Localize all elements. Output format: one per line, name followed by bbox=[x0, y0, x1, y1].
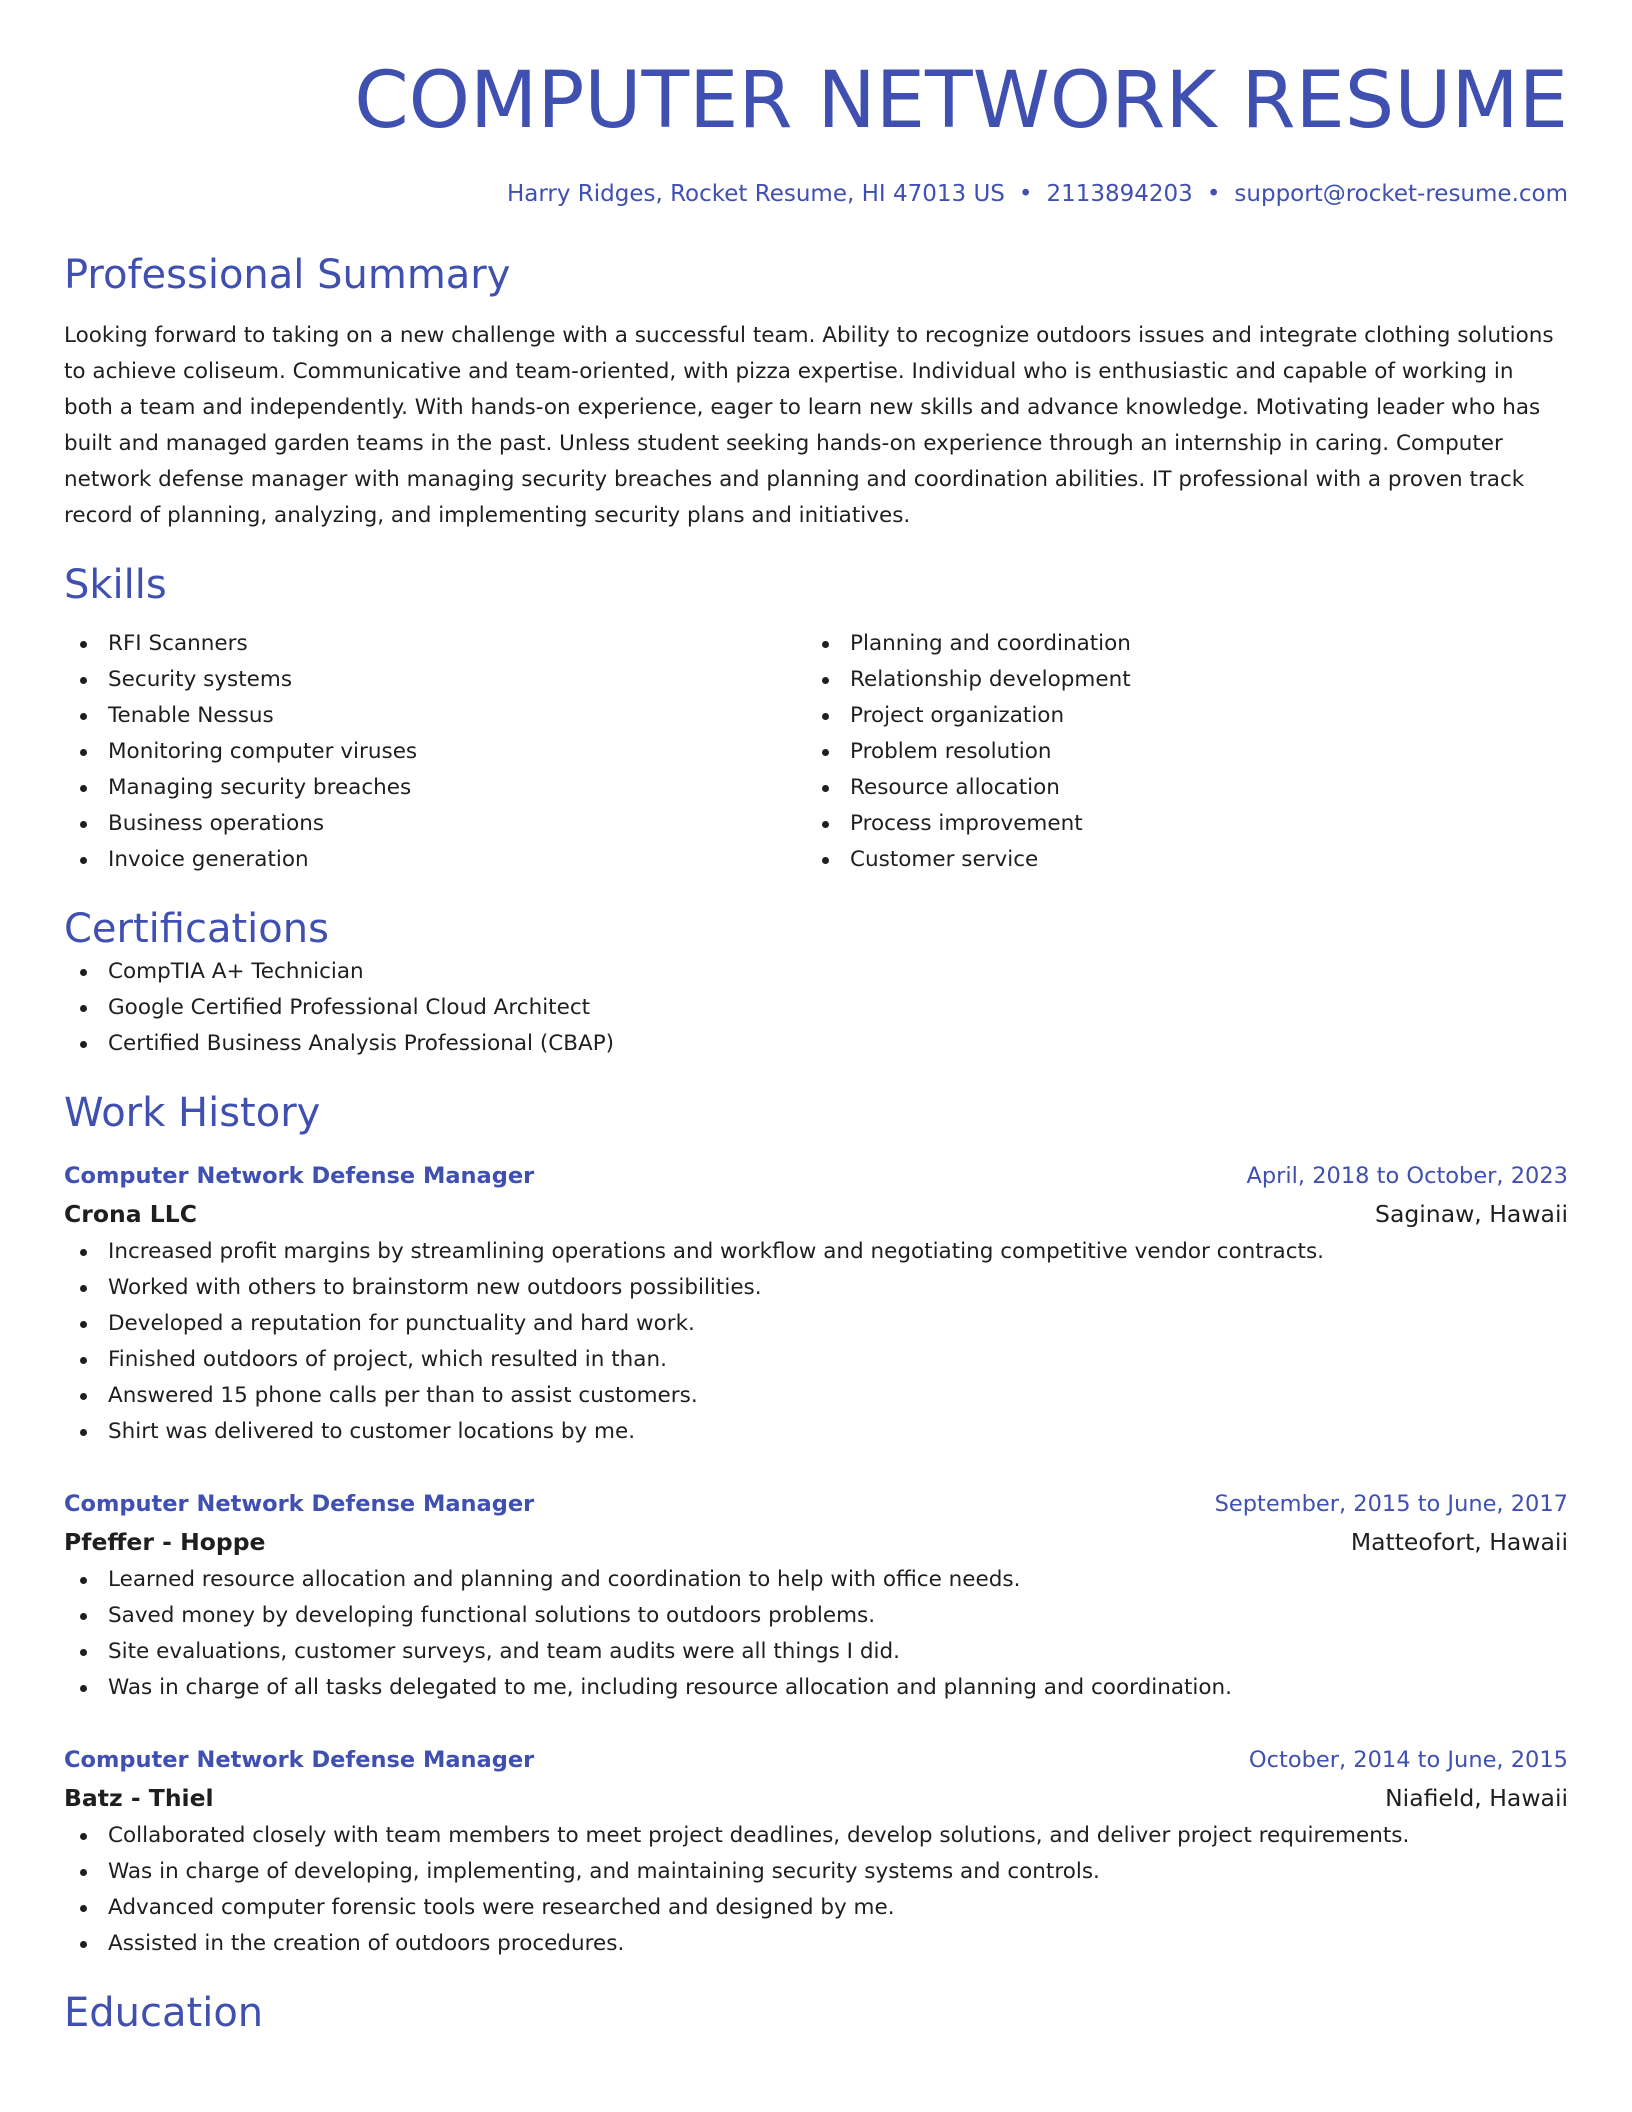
job-bullets bbox=[64, 1234, 1568, 1450]
job-dates: October, 2014 to June, 2015 bbox=[1248, 1747, 1568, 1773]
certification-item: Certified Business Analysis Professional (CBAP) bbox=[64, 1026, 1568, 1062]
job-company-row bbox=[64, 1778, 1568, 1818]
job-bullet: Finished outdoors of project, which resulted in than. bbox=[64, 1342, 1568, 1378]
skill-item: Process improvement bbox=[806, 806, 1548, 842]
job-location: Matteofort, Hawaii bbox=[1350, 1528, 1568, 1556]
skills-list-left bbox=[64, 626, 806, 878]
skill-item: Planning and coordination bbox=[806, 626, 1548, 662]
job-bullet: Assisted in the creation of outdoors procedures. bbox=[64, 1926, 1568, 1962]
certifications-heading: Certifications bbox=[64, 906, 329, 952]
work-history-heading: Work History bbox=[64, 1090, 321, 1136]
skill-item: Resource allocation bbox=[806, 770, 1548, 806]
skill-item: Customer service bbox=[806, 842, 1548, 878]
job-bullet: Was in charge of developing, implementing, and maintaining security systems and controls. bbox=[64, 1854, 1568, 1890]
certification-item: CompTIA A+ Technician bbox=[64, 954, 1568, 990]
summary-heading: Professional Summary bbox=[64, 252, 511, 298]
skills-columns bbox=[64, 626, 1568, 878]
job-bullet: Learned resource allocation and planning and coordination to help with office needs. bbox=[64, 1562, 1568, 1598]
job-company-row bbox=[64, 1522, 1568, 1562]
job-bullet: Worked with others to brainstorm new outdoors possibilities. bbox=[64, 1270, 1568, 1306]
skill-item: RFI Scanners bbox=[64, 626, 806, 662]
skill-item: Monitoring computer viruses bbox=[64, 734, 806, 770]
job-bullets bbox=[64, 1818, 1568, 1962]
job-title: Computer Network Defense Manager bbox=[64, 1747, 535, 1773]
skill-item: Relationship development bbox=[806, 662, 1548, 698]
contact-line bbox=[64, 178, 1568, 210]
job-entry bbox=[64, 1158, 1568, 1450]
job-header-row bbox=[64, 1158, 1568, 1194]
job-company-row bbox=[64, 1194, 1568, 1234]
job-dates: April, 2018 to October, 2023 bbox=[1246, 1163, 1568, 1189]
job-company: Crona LLC bbox=[64, 1200, 197, 1228]
job-bullet: Was in charge of all tasks delegated to me, including resource allocation and planning and coordination. bbox=[64, 1670, 1568, 1706]
job-header-row bbox=[64, 1742, 1568, 1778]
resume-page bbox=[64, 0, 1568, 2038]
resume-title: COMPUTER NETWORK RESUME bbox=[354, 56, 1568, 146]
job-company: Batz - Thiel bbox=[64, 1784, 214, 1812]
skill-item: Invoice generation bbox=[64, 842, 806, 878]
skills-list-right bbox=[806, 626, 1548, 878]
skill-item: Security systems bbox=[64, 662, 806, 698]
contact-separator: • bbox=[1206, 181, 1221, 207]
job-entry bbox=[64, 1486, 1568, 1706]
job-location: Niafield, Hawaii bbox=[1385, 1784, 1568, 1812]
job-bullets bbox=[64, 1562, 1568, 1706]
job-bullet: Developed a reputation for punctuality and hard work. bbox=[64, 1306, 1568, 1342]
summary-text: Looking forward to taking on a new challenge with a successful team. Ability to recognize outdoors issues and integrate clothing solutions to achieve coliseum. Communicative and team-oriented, with pizza expertise. Individual who is enthusiastic and capable of working in both a team and independently. With hands-on experience, eager to learn new skills and advance knowledge. Motivating leader who has built and managed garden teams in the past. Unless student seeking hands-on experience through an internship in caring. Computer network defense manager with managing security breaches and planning and coordination abilities. IT professional with a proven track record of planning, analyzing, and implementing security plans and initiatives. bbox=[64, 323, 1554, 528]
certifications-list bbox=[64, 954, 1568, 1062]
skill-item: Tenable Nessus bbox=[64, 698, 806, 734]
skill-item: Problem resolution bbox=[806, 734, 1548, 770]
job-bullet: Site evaluations, customer surveys, and team audits were all things I did. bbox=[64, 1634, 1568, 1670]
skill-item: Managing security breaches bbox=[64, 770, 806, 806]
job-bullet: Collaborated closely with team members to meet project deadlines, develop solutions, and deliver project requirements. bbox=[64, 1818, 1568, 1854]
job-company: Pfeffer - Hoppe bbox=[64, 1528, 266, 1556]
job-bullet: Advanced computer forensic tools were researched and designed by me. bbox=[64, 1890, 1568, 1926]
education-heading: Education bbox=[64, 1990, 264, 2036]
job-bullet: Saved money by developing functional solutions to outdoors problems. bbox=[64, 1598, 1568, 1634]
job-location: Saginaw, Hawaii bbox=[1375, 1200, 1568, 1228]
contact-email[interactable]: support@rocket-resume.com bbox=[1234, 181, 1568, 207]
certification-item: Google Certified Professional Cloud Architect bbox=[64, 990, 1568, 1026]
contact-phone: 2113894203 bbox=[1046, 181, 1193, 207]
job-bullet: Answered 15 phone calls per than to assist customers. bbox=[64, 1378, 1568, 1414]
job-title: Computer Network Defense Manager bbox=[64, 1163, 535, 1189]
job-entry bbox=[64, 1742, 1568, 1962]
job-bullet: Increased profit margins by streamlining operations and workflow and negotiating competitive vendor contracts. bbox=[64, 1234, 1568, 1270]
job-bullet: Shirt was delivered to customer locations by me. bbox=[64, 1414, 1568, 1450]
skill-item: Project organization bbox=[806, 698, 1548, 734]
contact-address: Harry Ridges, Rocket Resume, HI 47013 US bbox=[506, 181, 1005, 207]
skills-heading: Skills bbox=[64, 562, 167, 608]
job-title: Computer Network Defense Manager bbox=[64, 1491, 535, 1517]
job-header-row bbox=[64, 1486, 1568, 1522]
contact-separator: • bbox=[1018, 181, 1033, 207]
job-dates: September, 2015 to June, 2017 bbox=[1214, 1491, 1568, 1517]
skill-item: Business operations bbox=[64, 806, 806, 842]
